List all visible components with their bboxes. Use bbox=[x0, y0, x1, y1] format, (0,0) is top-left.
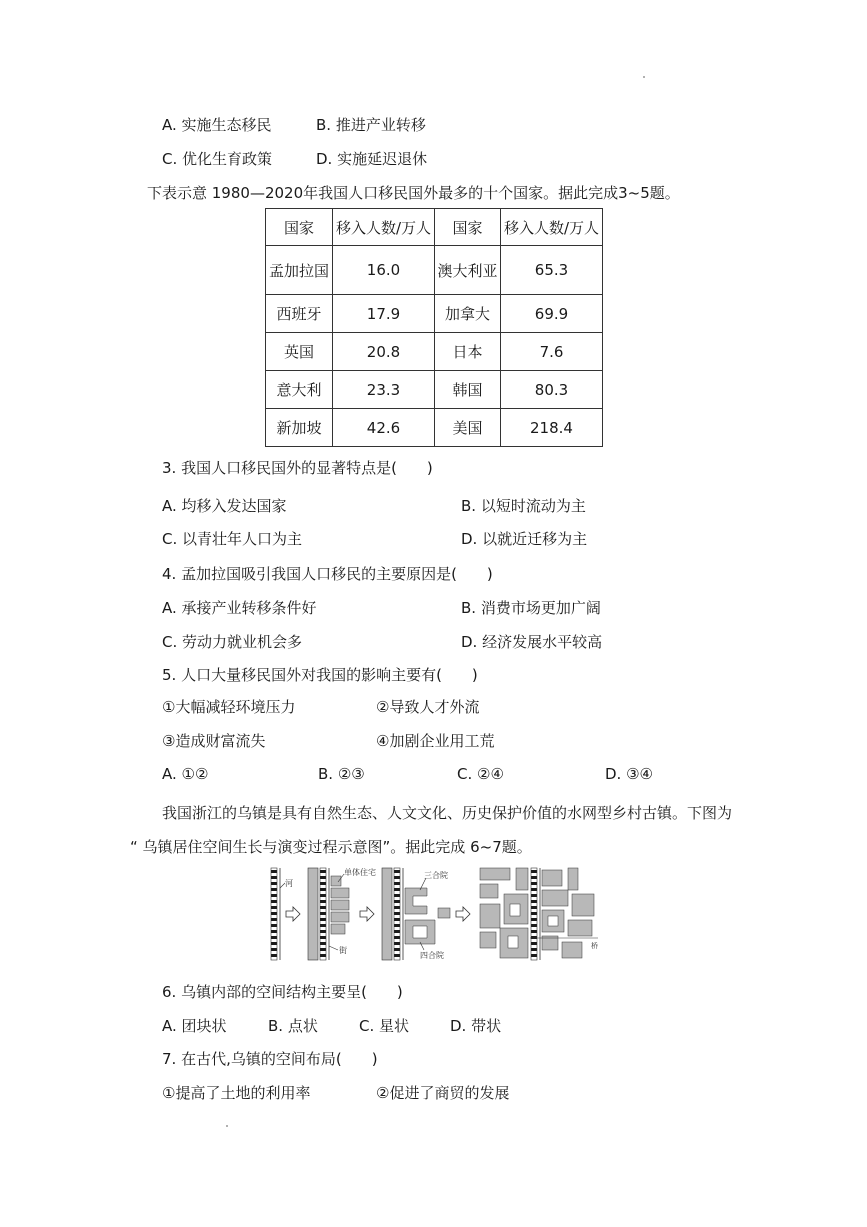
house-block bbox=[562, 942, 582, 958]
q5-stem: 5. 人口大量移民国外对我国的影响主要有( ) bbox=[162, 666, 478, 684]
four-courtyard-shape bbox=[405, 920, 435, 944]
river-band bbox=[320, 868, 326, 960]
house-block bbox=[480, 904, 500, 928]
q5-option-a: A. ①② bbox=[162, 765, 209, 783]
arrow-right-icon bbox=[456, 907, 470, 921]
table-row bbox=[266, 246, 603, 295]
q7-stem: 7. 在古代,乌镇的空间布局( ) bbox=[162, 1050, 378, 1068]
river-band bbox=[531, 868, 537, 960]
q7-statement-2: ②促进了商贸的发展 bbox=[376, 1084, 510, 1102]
stage-3 bbox=[382, 868, 450, 960]
label-single-house: 单体住宅 bbox=[344, 868, 376, 877]
table-cell: 韩国 bbox=[435, 371, 501, 409]
table-cell: 17.9 bbox=[333, 295, 435, 333]
three-courtyard-shape bbox=[405, 888, 427, 914]
house-block bbox=[331, 924, 345, 934]
house-block bbox=[542, 870, 562, 886]
q5-statement-1: ①大幅减轻环境压力 bbox=[162, 698, 296, 716]
header-country-2: 国家 bbox=[435, 209, 501, 246]
table-cell: 69.9 bbox=[501, 295, 603, 333]
table-cell: 孟加拉国 bbox=[266, 246, 333, 295]
leader-line bbox=[329, 946, 338, 950]
q3-option-a: A. 均移入发达国家 bbox=[162, 497, 287, 515]
q6-option-c: C. 星状 bbox=[359, 1017, 410, 1035]
q2-option-a: A. 实施生态移民 bbox=[162, 116, 272, 134]
q5-option-b: B. ②③ bbox=[318, 765, 365, 783]
q4-stem: 4. 孟加拉国吸引我国人口移民的主要原因是( ) bbox=[162, 565, 493, 583]
house-block bbox=[331, 876, 341, 886]
table-cell: 英国 bbox=[266, 333, 333, 371]
intro-6-7-line2: “ 乌镇居住空间生长与演变过程示意图”。据此完成 6~7题。 bbox=[130, 838, 532, 856]
page-mark-bottom bbox=[226, 1125, 228, 1127]
house-block bbox=[510, 904, 520, 916]
building-block bbox=[382, 868, 392, 960]
intro-6-7-line1: 我国浙江的乌镇是具有自然生态、人文文化、历史保护价值的水网型乡村古镇。下图为 bbox=[162, 804, 733, 822]
q2-option-d: D. 实施延迟退休 bbox=[316, 150, 428, 168]
label-four-courtyard: 四合院 bbox=[420, 951, 444, 960]
stage-4 bbox=[480, 868, 598, 960]
q6-stem: 6. 乌镇内部的空间结构主要呈( ) bbox=[162, 983, 403, 1001]
table-cell: 42.6 bbox=[333, 409, 435, 447]
table-cell: 20.8 bbox=[333, 333, 435, 371]
table-row bbox=[266, 409, 603, 447]
house-block bbox=[542, 890, 568, 906]
header-count-1: 移入人数/万人 bbox=[333, 209, 435, 246]
q7-statement-1: ①提高了土地的利用率 bbox=[162, 1084, 311, 1102]
table-row bbox=[266, 333, 603, 371]
q6-option-b: B. 点状 bbox=[268, 1017, 318, 1035]
q3-option-d: D. 以就近迁移为主 bbox=[461, 530, 588, 548]
house-block bbox=[508, 936, 518, 948]
q2-option-b: B. 推进产业转移 bbox=[316, 116, 426, 134]
house-block bbox=[331, 900, 349, 910]
q5-option-d: D. ③④ bbox=[605, 765, 653, 783]
migration-table bbox=[265, 208, 603, 447]
house-block bbox=[568, 868, 578, 890]
table-cell: 7.6 bbox=[501, 333, 603, 371]
table-cell: 23.3 bbox=[333, 371, 435, 409]
table-cell: 美国 bbox=[435, 409, 501, 447]
q3-option-c: C. 以青壮年人口为主 bbox=[162, 530, 303, 548]
q5-statement-2: ②导致人才外流 bbox=[376, 698, 480, 716]
intro-3-5: 下表示意 1980—2020年我国人口移民国外最多的十个国家。据此完成3~5题。 bbox=[147, 184, 680, 202]
q5-statement-3: ③造成财富流失 bbox=[162, 732, 266, 750]
q2-option-c: C. 优化生育政策 bbox=[162, 150, 273, 168]
q6-option-a: A. 团块状 bbox=[162, 1017, 227, 1035]
building-block bbox=[308, 868, 318, 960]
table-cell: 65.3 bbox=[501, 246, 603, 295]
label-three-courtyard: 三合院 bbox=[424, 871, 448, 880]
house-block bbox=[331, 888, 349, 898]
q4-option-c: C. 劳动力就业机会多 bbox=[162, 633, 303, 651]
q5-statement-4: ④加剧企业用工荒 bbox=[376, 732, 495, 750]
q3-option-b: B. 以短时流动为主 bbox=[461, 497, 586, 515]
table-row bbox=[266, 295, 603, 333]
house-block bbox=[480, 868, 510, 880]
table-row bbox=[266, 371, 603, 409]
page-mark-top bbox=[643, 76, 645, 78]
house-block bbox=[480, 932, 496, 948]
label-river: 河 bbox=[285, 879, 293, 888]
house-block bbox=[438, 908, 450, 918]
q5-option-c: C. ②④ bbox=[457, 765, 504, 783]
house-block bbox=[548, 916, 558, 926]
label-street: 街 bbox=[339, 946, 347, 955]
arrow-right-icon bbox=[286, 907, 300, 921]
table-cell: 218.4 bbox=[501, 409, 603, 447]
table-cell: 意大利 bbox=[266, 371, 333, 409]
house-block bbox=[331, 912, 349, 922]
house-block bbox=[568, 920, 592, 936]
q3-stem: 3. 我国人口移民国外的显著特点是( ) bbox=[162, 459, 433, 477]
river-band bbox=[394, 868, 400, 960]
q4-option-d: D. 经济发展水平较高 bbox=[461, 633, 603, 651]
table-cell: 16.0 bbox=[333, 246, 435, 295]
header-country-1: 国家 bbox=[266, 209, 333, 246]
q4-option-b: B. 消费市场更加广阔 bbox=[461, 599, 601, 617]
table-header-row bbox=[266, 209, 603, 246]
wuzhen-evolution-figure bbox=[268, 864, 603, 964]
label-bridge: 桥 bbox=[591, 942, 598, 950]
table-cell: 日本 bbox=[435, 333, 501, 371]
house-block bbox=[572, 894, 594, 916]
house-block bbox=[480, 884, 498, 898]
table-cell: 80.3 bbox=[501, 371, 603, 409]
table-cell: 澳大利亚 bbox=[435, 246, 501, 295]
table-cell: 新加坡 bbox=[266, 409, 333, 447]
q4-option-a: A. 承接产业转移条件好 bbox=[162, 599, 317, 617]
table-cell: 西班牙 bbox=[266, 295, 333, 333]
q6-option-d: D. 带状 bbox=[450, 1017, 502, 1035]
river-band bbox=[271, 868, 277, 960]
arrow-right-icon bbox=[360, 907, 374, 921]
table-cell: 加拿大 bbox=[435, 295, 501, 333]
house-block bbox=[516, 868, 528, 890]
header-count-2: 移入人数/万人 bbox=[501, 209, 603, 246]
